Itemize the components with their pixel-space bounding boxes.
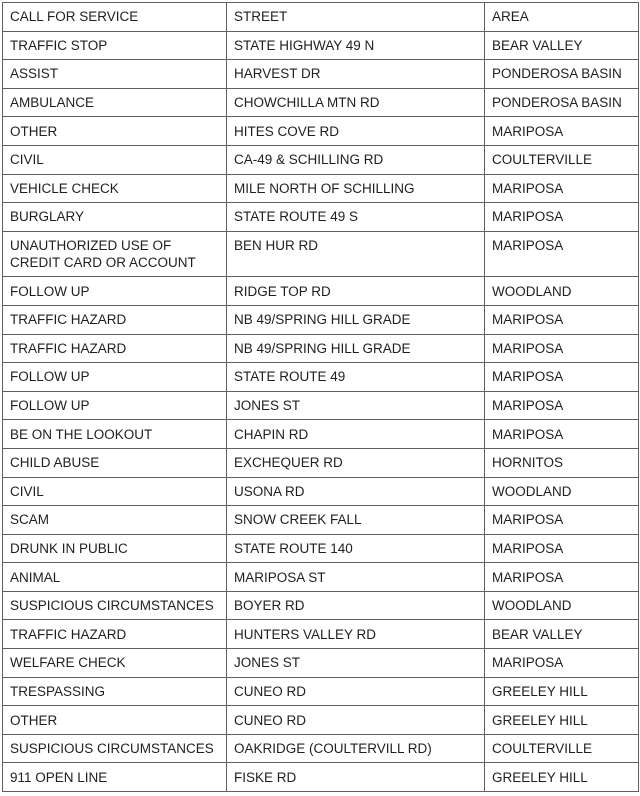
table-row <box>3 563 639 592</box>
cell-area: MARIPOSA <box>485 563 639 592</box>
cell-street: CHAPIN RD <box>227 420 485 449</box>
cell-area: MARIPOSA <box>485 391 639 420</box>
cell-call-for-service: ANIMAL <box>3 563 227 592</box>
table-row <box>3 448 639 477</box>
table-row <box>3 117 639 146</box>
column-header-call-for-service: CALL FOR SERVICE <box>3 3 227 32</box>
table-row <box>3 477 639 506</box>
cell-street: HITES COVE RD <box>227 117 485 146</box>
call-log-table-header <box>3 3 639 32</box>
table-row <box>3 231 639 277</box>
table-row <box>3 506 639 535</box>
cell-call-for-service: BE ON THE LOOKOUT <box>3 420 227 449</box>
cell-street: USONA RD <box>227 477 485 506</box>
cell-area: MARIPOSA <box>485 363 639 392</box>
cell-call-for-service: DRUNK IN PUBLIC <box>3 534 227 563</box>
cell-call-for-service: OTHER <box>3 117 227 146</box>
cell-call-for-service: UNAUTHORIZED USE OF CREDIT CARD OR ACCOUNT <box>3 231 227 277</box>
cell-area: MARIPOSA <box>485 174 639 203</box>
column-header-street: STREET <box>227 3 485 32</box>
cell-area: WOODLAND <box>485 277 639 306</box>
cell-area: MARIPOSA <box>485 420 639 449</box>
cell-area: MARIPOSA <box>485 649 639 678</box>
cell-area: PONDEROSA BASIN <box>485 88 639 117</box>
cell-area: COULTERVILLE <box>485 145 639 174</box>
table-row <box>3 145 639 174</box>
cell-area: HORNITOS <box>485 448 639 477</box>
cell-street: BEN HUR RD <box>227 231 485 277</box>
table-row <box>3 60 639 89</box>
cell-call-for-service: FOLLOW UP <box>3 277 227 306</box>
cell-call-for-service: SUSPICIOUS CIRCUMSTANCES <box>3 591 227 620</box>
table-row <box>3 649 639 678</box>
cell-call-for-service: TRAFFIC HAZARD <box>3 620 227 649</box>
cell-call-for-service: SCAM <box>3 506 227 535</box>
cell-area: MARIPOSA <box>485 305 639 334</box>
cell-street: STATE ROUTE 140 <box>227 534 485 563</box>
column-header-area: AREA <box>485 3 639 32</box>
cell-call-for-service: ASSIST <box>3 60 227 89</box>
cell-area: MARIPOSA <box>485 334 639 363</box>
header-row <box>3 3 639 32</box>
cell-call-for-service: TRESPASSING <box>3 677 227 706</box>
cell-call-for-service: TRAFFIC HAZARD <box>3 305 227 334</box>
cell-area: BEAR VALLEY <box>485 31 639 60</box>
cell-street: OAKRIDGE (COULTERVILL RD) <box>227 734 485 763</box>
table-row <box>3 706 639 735</box>
cell-call-for-service: TRAFFIC STOP <box>3 31 227 60</box>
table-row <box>3 277 639 306</box>
table-row <box>3 31 639 60</box>
cell-street: STATE ROUTE 49 S <box>227 203 485 232</box>
cell-street: STATE HIGHWAY 49 N <box>227 31 485 60</box>
cell-call-for-service: CIVIL <box>3 477 227 506</box>
cell-area: MARIPOSA <box>485 117 639 146</box>
table-row <box>3 203 639 232</box>
cell-area: MARIPOSA <box>485 534 639 563</box>
cell-street: SNOW CREEK FALL <box>227 506 485 535</box>
cell-street: JONES ST <box>227 391 485 420</box>
cell-area: GREELEY HILL <box>485 706 639 735</box>
cell-street: MILE NORTH OF SCHILLING <box>227 174 485 203</box>
cell-street: BOYER RD <box>227 591 485 620</box>
cell-call-for-service: OTHER <box>3 706 227 735</box>
cell-street: CHOWCHILLA MTN RD <box>227 88 485 117</box>
cell-call-for-service: BURGLARY <box>3 203 227 232</box>
table-row <box>3 534 639 563</box>
cell-call-for-service: SUSPICIOUS CIRCUMSTANCES <box>3 734 227 763</box>
cell-area: BEAR VALLEY <box>485 620 639 649</box>
cell-street: HUNTERS VALLEY RD <box>227 620 485 649</box>
cell-area: MARIPOSA <box>485 506 639 535</box>
cell-call-for-service: WELFARE CHECK <box>3 649 227 678</box>
cell-area: GREELEY HILL <box>485 763 639 792</box>
cell-call-for-service: AMBULANCE <box>3 88 227 117</box>
cell-area: MARIPOSA <box>485 203 639 232</box>
table-row <box>3 305 639 334</box>
cell-area: GREELEY HILL <box>485 677 639 706</box>
cell-call-for-service: FOLLOW UP <box>3 363 227 392</box>
table-row <box>3 420 639 449</box>
cell-street: RIDGE TOP RD <box>227 277 485 306</box>
cell-street: CUNEO RD <box>227 706 485 735</box>
cell-area: WOODLAND <box>485 591 639 620</box>
cell-street: EXCHEQUER RD <box>227 448 485 477</box>
cell-street: MARIPOSA ST <box>227 563 485 592</box>
table-row <box>3 763 639 792</box>
cell-call-for-service: TRAFFIC HAZARD <box>3 334 227 363</box>
cell-street: FISKE RD <box>227 763 485 792</box>
table-row <box>3 174 639 203</box>
cell-call-for-service: VEHICLE CHECK <box>3 174 227 203</box>
cell-street: HARVEST DR <box>227 60 485 89</box>
cell-call-for-service: CIVIL <box>3 145 227 174</box>
cell-call-for-service: 911 OPEN LINE <box>3 763 227 792</box>
call-log-table-body <box>3 31 639 791</box>
table-row <box>3 620 639 649</box>
table-row <box>3 591 639 620</box>
cell-street: CUNEO RD <box>227 677 485 706</box>
table-row <box>3 88 639 117</box>
table-row <box>3 363 639 392</box>
table-row <box>3 677 639 706</box>
cell-area: PONDEROSA BASIN <box>485 60 639 89</box>
table-row <box>3 391 639 420</box>
table-row <box>3 334 639 363</box>
cell-street: STATE ROUTE 49 <box>227 363 485 392</box>
cell-area: COULTERVILLE <box>485 734 639 763</box>
cell-street: JONES ST <box>227 649 485 678</box>
cell-street: CA-49 & SCHILLING RD <box>227 145 485 174</box>
cell-street: NB 49/SPRING HILL GRADE <box>227 305 485 334</box>
cell-area: WOODLAND <box>485 477 639 506</box>
cell-call-for-service: FOLLOW UP <box>3 391 227 420</box>
cell-call-for-service: CHILD ABUSE <box>3 448 227 477</box>
cell-street: NB 49/SPRING HILL GRADE <box>227 334 485 363</box>
cell-area: MARIPOSA <box>485 231 639 277</box>
table-row <box>3 734 639 763</box>
call-log-table <box>2 2 639 792</box>
